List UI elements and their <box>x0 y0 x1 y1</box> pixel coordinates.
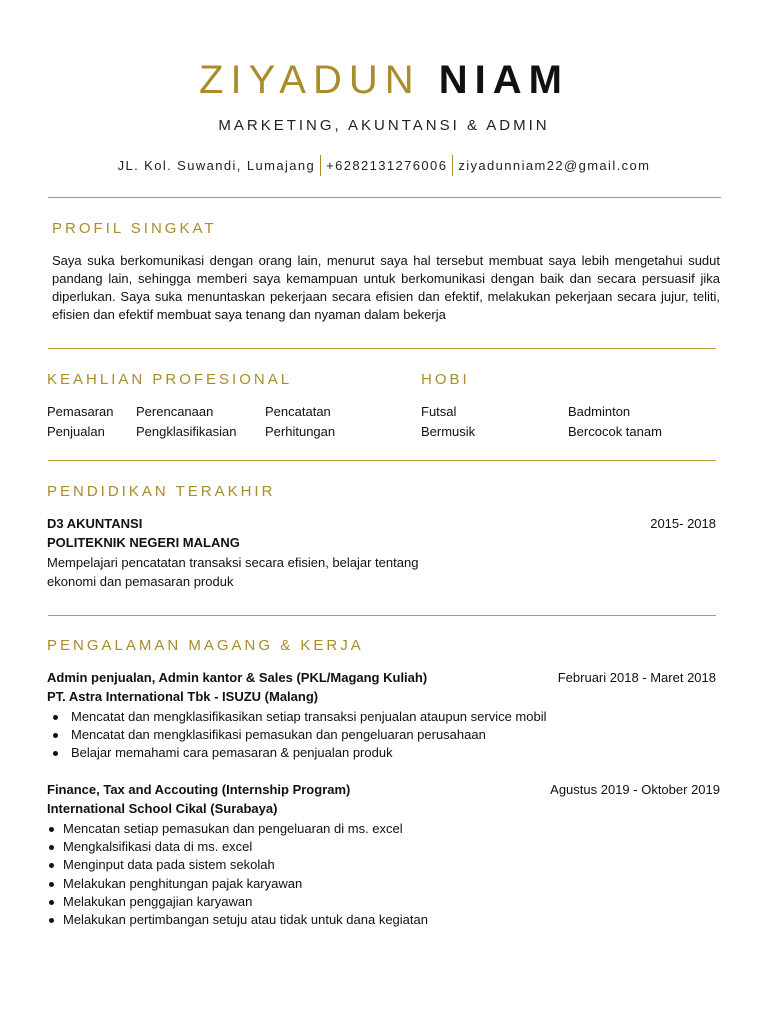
profile-title: PROFIL SINGKAT <box>52 220 217 237</box>
list-item: Melakukan pertimbangan setuju atau tidak untuk dana kegiatan <box>47 911 428 929</box>
education-desc: ekonomi dan pemasaran produk <box>47 574 234 589</box>
education-years: 2015- 2018 <box>650 516 716 531</box>
email: ziyadunniam22@gmail.com <box>458 158 651 173</box>
skill-item: Perencanaan <box>136 404 214 419</box>
resume-name <box>0 58 768 102</box>
job-company: International School Cikal (Surabaya) <box>47 801 278 816</box>
education-title: PENDIDIKAN TERAKHIR <box>47 483 276 500</box>
job-duties <box>47 820 428 929</box>
skills-title: KEAHLIAN PROFESIONAL <box>47 371 293 388</box>
contact-divider <box>452 155 453 176</box>
job-period: Agustus 2019 - Oktober 2019 <box>550 782 720 797</box>
phone: +6282131276006 <box>326 158 448 173</box>
skill-item: Penjualan <box>47 424 105 439</box>
hobby-item: Bermusik <box>421 424 476 439</box>
job-company: PT. Astra International Tbk - ISUZU (Malang) <box>47 689 319 704</box>
hobbies-title: HOBI <box>421 371 470 388</box>
first-name: ZIYADUN <box>199 58 421 102</box>
list-item: Melakukan penghitungan pajak karyawan <box>47 875 428 893</box>
skill-item: Pencatatan <box>265 404 331 419</box>
profile-text: Saya suka berkomunikasi dengan orang lain, menurut saya hal tersebut membuat saya lebih mengetahui sudut pandang lain, sehingga memberi saya kemampuan untuk berkomunikasi dengan baik dan secara persuasif jika diperlukan. Saya suka menuntaskan pekerjaan secara efisien dan efektif, melakukan pekerjaan secara jujur, teliti, efisien dan efektif membuat saya tenang dan nyaman dalam bekerja <box>52 253 720 322</box>
job-role: MARKETING, AKUNTANSI & ADMIN <box>218 117 550 134</box>
education-school: POLITEKNIK NEGERI MALANG <box>47 535 240 550</box>
skill-item: Pemasaran <box>47 404 114 419</box>
hobby-item: Badminton <box>568 404 631 419</box>
job-role: Finance, Tax and Accouting (Internship Program) <box>47 782 351 797</box>
experience-title: PENGALAMAN MAGANG & KERJA <box>47 637 364 654</box>
job-period: Februari 2018 - Maret 2018 <box>557 670 716 685</box>
list-item: Menginput data pada sistem sekolah <box>47 856 428 874</box>
last-name: NIAM <box>438 58 569 102</box>
contact-divider <box>320 155 321 176</box>
list-item: Belajar memahami cara pemasaran & penjualan produk <box>47 744 547 762</box>
divider <box>48 615 716 616</box>
list-item: Mengkalsifikasi data di ms. excel <box>47 838 428 856</box>
education-degree: D3 AKUNTANSI <box>47 516 143 531</box>
job-duties <box>47 708 547 763</box>
list-item: Mencatan setiap pemasukan dan pengeluaran di ms. excel <box>47 820 428 838</box>
address: JL. Kol. Suwandi, Lumajang <box>117 158 316 173</box>
list-item: Mencatat dan mengklasifikasikan setiap transaksi penjualan ataupun service mobil <box>47 708 547 726</box>
contact-line <box>0 155 768 176</box>
education-desc: Mempelajari pencatatan transaksi secara efisien, belajar tentang <box>47 555 419 570</box>
divider <box>48 348 716 349</box>
hobby-item: Futsal <box>421 404 457 419</box>
divider <box>48 460 716 461</box>
list-item: Melakukan penggajian karyawan <box>47 893 428 911</box>
hobby-item: Bercocok tanam <box>568 424 662 439</box>
job-role: Admin penjualan, Admin kantor & Sales (PKL/Magang Kuliah) <box>47 670 428 685</box>
divider <box>48 197 721 198</box>
skill-item: Perhitungan <box>265 424 336 439</box>
skill-item: Pengklasifikasian <box>136 424 237 439</box>
list-item: Mencatat dan mengklasifikasi pemasukan dan pengeluaran perusahaan <box>47 726 547 744</box>
